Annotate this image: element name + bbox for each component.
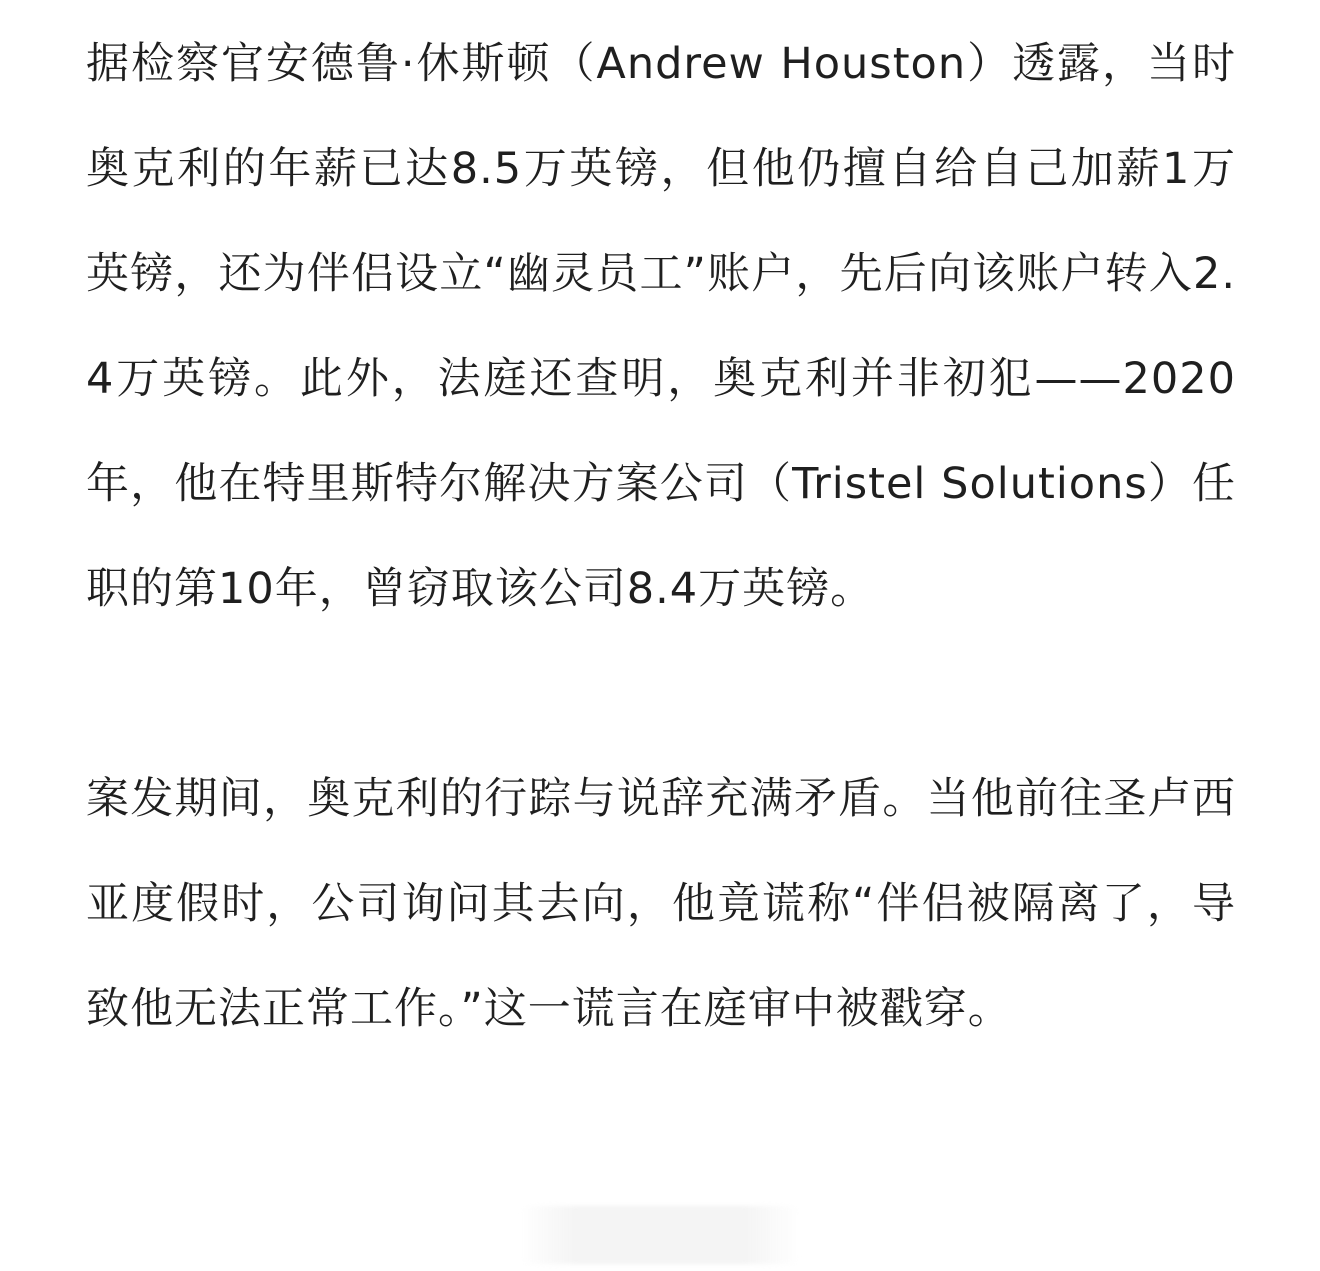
blurred-watermark [520,1206,800,1264]
article-paragraph-2: 案发期间，奥克利的行踪与说辞充满矛盾。当他前往圣卢西亚度假时，公司询问其去向，他竟谎称“伴侣被隔离了，导致他无法正常工作。”这一谎言在庭审中被戳穿。 [86,774,1236,1034]
article-paragraph-1: 据检察官安德鲁·休斯顿（Andrew Houston）透露，当时奥克利的年薪已达8.5万英镑，但他仍擅自给自己加薪1万英镑，还为伴侣设立“幽灵员工”账户，先后向该账户转入2.4万英镑。此外，法庭还查明，奥克利并非初犯——2020年，他在特里斯特尔解决方案公司（Tristel Solutions）任职的第10年，曾窃取该公司8.4万英镑。 [86,39,1236,614]
article-body [86,12,1236,1062]
